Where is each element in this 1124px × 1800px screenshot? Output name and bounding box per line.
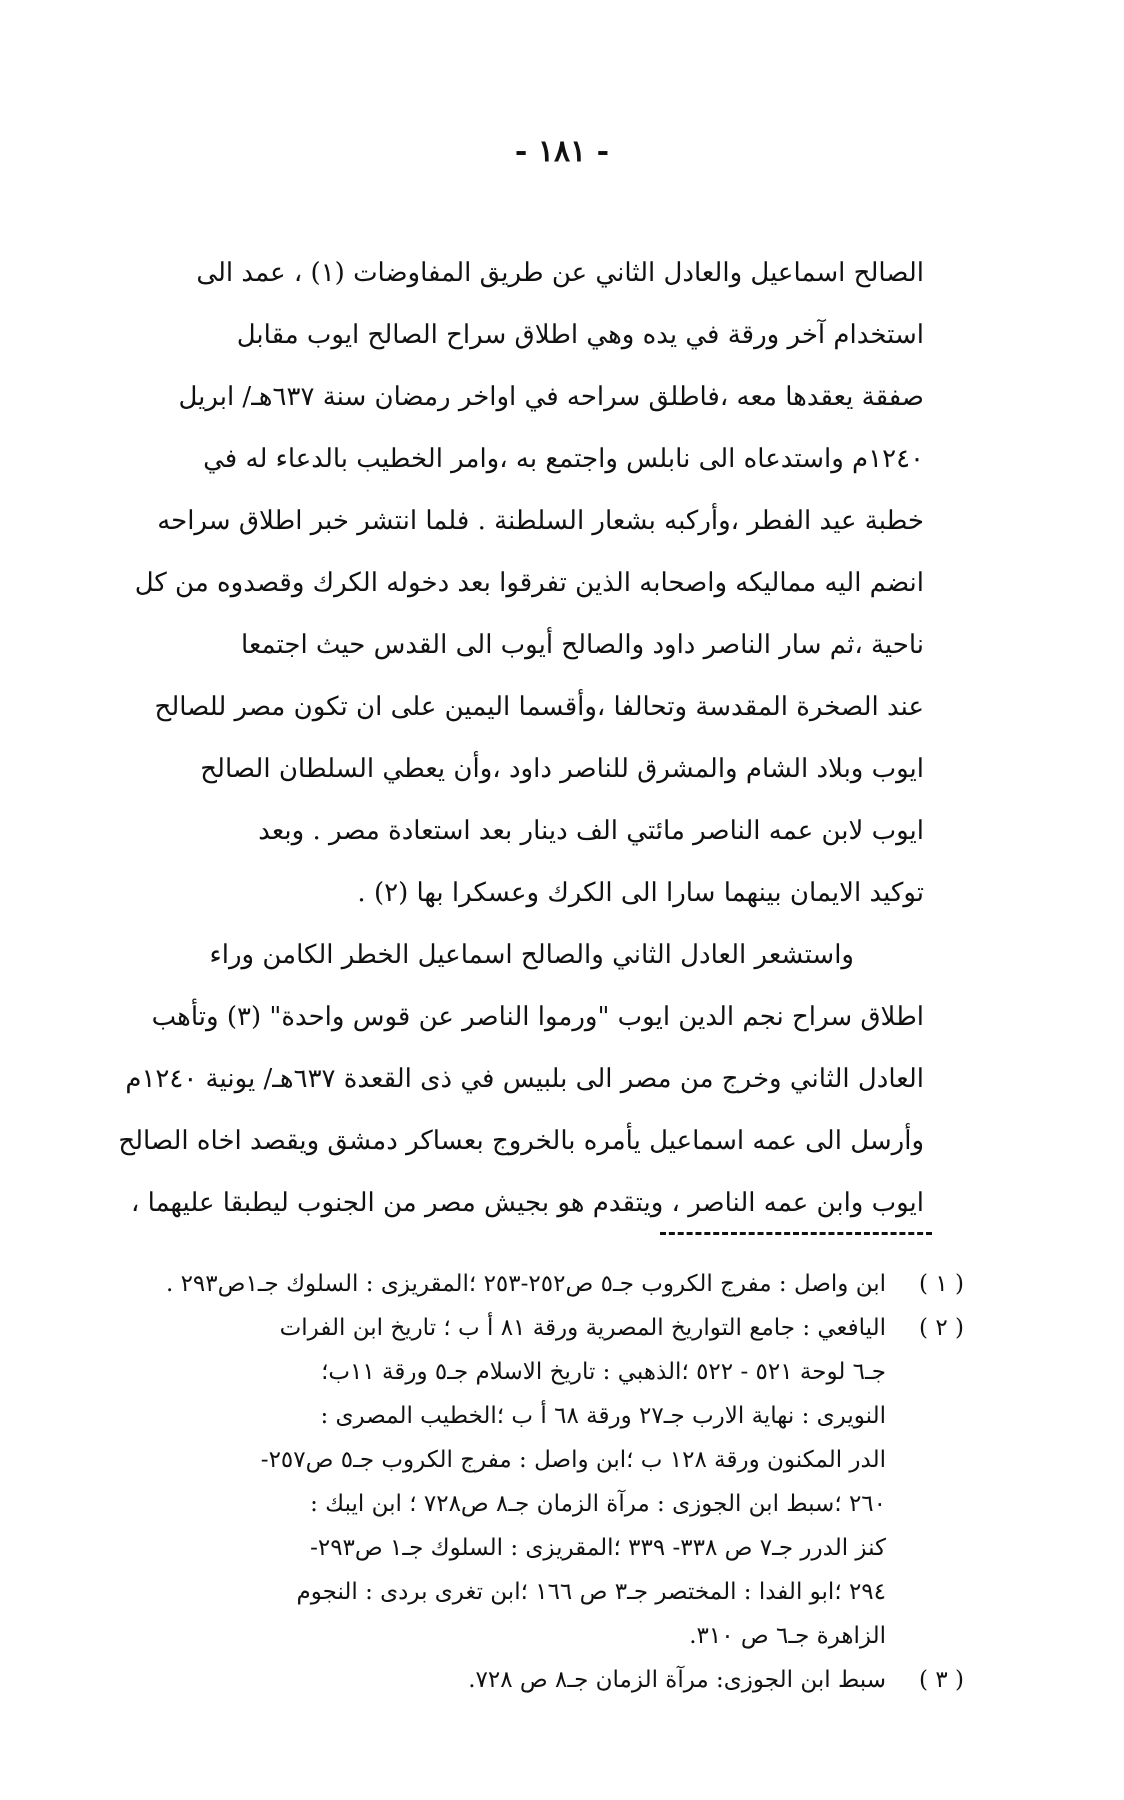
body-line: ايوب وبلاد الشام والمشرق للناصر داود ،وأن يعطي السلطان الصالح [200, 754, 924, 784]
footnote-continuation [60, 1350, 964, 1394]
body-line: العادل الثاني وخرج من مصر الى بلبيس في ذى القعدة ٦٣٧هـ/ يونية ١٢٤٠م [125, 1064, 924, 1094]
page-number: - ١٨١ - [514, 134, 610, 169]
footnote-continuation [60, 1482, 964, 1526]
footnote-continuation [60, 1438, 964, 1482]
body-line: واستشعر العادل الثاني والصالح اسماعيل الخطر الكامن وراء [209, 940, 854, 970]
body-line: عند الصخرة المقدسة وتحالفا ،وأقسما اليمين على ان تكون مصر للصالح [154, 692, 924, 722]
footnote-text: كنز الدرر جـ٧ ص ٣٣٨- ٣٣٩ ؛المقريزى : السلوك جـ١ ص٢٩٣- [310, 1535, 886, 1561]
body-line: استخدام آخر ورقة في يده وهي اطلاق سراح الصالح ايوب مقابل [236, 320, 924, 350]
body-line: صفقة يعقدها معه ،فاطلق سراحه في اواخر رمضان سنة ٦٣٧هـ/ ابريل [178, 382, 924, 412]
footnote-separator [660, 1232, 932, 1235]
footnote-text: سبط ابن الجوزى: مرآة الزمان جـ٨ ص ٧٢٨. [468, 1667, 886, 1693]
footnote-number: ( ١ ) [919, 1271, 964, 1297]
footnote-text: الدر المكنون ورقة ١٢٨ ب ؛ابن واصل : مفرج الكروب جـ٥ ص٢٥٧- [260, 1447, 886, 1473]
footnote-continuation [60, 1570, 964, 1614]
footnote-text: النويرى : نهاية الارب جـ٢٧ ورقة ٦٨ أ ب ؛الخطيب المصرى : [320, 1403, 886, 1429]
body-text [118, 242, 924, 1234]
footnote-1 [60, 1262, 964, 1306]
body-line: ١٢٤٠م واستدعاه الى نابلس واجتمع به ،وامر الخطيب بالدعاء له في [203, 444, 924, 474]
body-line: توكيد الايمان بينهما سارا الى الكرك وعسكرا بها (٢) . [357, 878, 924, 908]
footnote-text: ابن واصل : مفرج الكروب جـ٥ ص٢٥٢-٢٥٣ ؛المقريزى : السلوك جـ١ص٢٩٣ . [165, 1271, 886, 1297]
footnotes [60, 1262, 964, 1702]
body-line: ايوب لابن عمه الناصر مائتي الف دينار بعد استعادة مصر . وبعد [258, 816, 924, 846]
footnote-2 [60, 1306, 964, 1350]
footnote-text: جـ٦ لوحة ٥٢١ - ٥٢٢ ؛الذهبي : تاريخ الاسلام جـ٥ ورقة ١١ب؛ [321, 1359, 886, 1385]
footnote-continuation [60, 1526, 964, 1570]
body-line: الصالح اسماعيل والعادل الثاني عن طريق المفاوضات (١) ، عمد الى [196, 258, 924, 288]
footnote-continuation [60, 1394, 964, 1438]
footnote-number: ( ٢ ) [919, 1315, 964, 1341]
footnote-number: ( ٣ ) [919, 1667, 964, 1693]
body-line: ايوب وابن عمه الناصر ، ويتقدم هو بجيش مصر من الجنوب ليطبقا عليهما ، [130, 1188, 924, 1218]
footnote-text: ٢٩٤ ؛ابو الفدا : المختصر جـ٣ ص ١٦٦ ؛ابن تغرى بردى : النجوم [296, 1579, 886, 1605]
body-line: انضم اليه مماليكه واصحابه الذين تفرقوا بعد دخوله الكرك وقصدوه من كل [134, 568, 924, 598]
footnote-text: الزاهرة جـ٦ ص ٣١٠. [689, 1623, 886, 1649]
body-line: خطبة عيد الفطر ،وأركبه بشعار السلطنة . فلما انتشر خبر اطلاق سراحه [157, 506, 924, 536]
body-line: وأرسل الى عمه اسماعيل يأمره بالخروج بعساكر دمشق ويقصد اخاه الصالح [118, 1126, 924, 1156]
footnote-3 [60, 1658, 964, 1702]
footnote-text: اليافعي : جامع التواريخ المصرية ورقة ٨١ أ ب ؛ تاريخ ابن الفرات [279, 1315, 886, 1341]
footnote-continuation [60, 1614, 964, 1658]
body-line: ناحية ،ثم سار الناصر داود والصالح أيوب الى القدس حيث اجتمعا [241, 630, 924, 660]
footnote-text: ٢٦٠ ؛سبط ابن الجوزى : مرآة الزمان جـ٨ ص٧٢٨ ؛ ابن ايبك : [310, 1491, 886, 1517]
body-line: اطلاق سراح نجم الدين ايوب "ورموا الناصر عن قوس واحدة" (٣) وتأهب [151, 1002, 924, 1032]
